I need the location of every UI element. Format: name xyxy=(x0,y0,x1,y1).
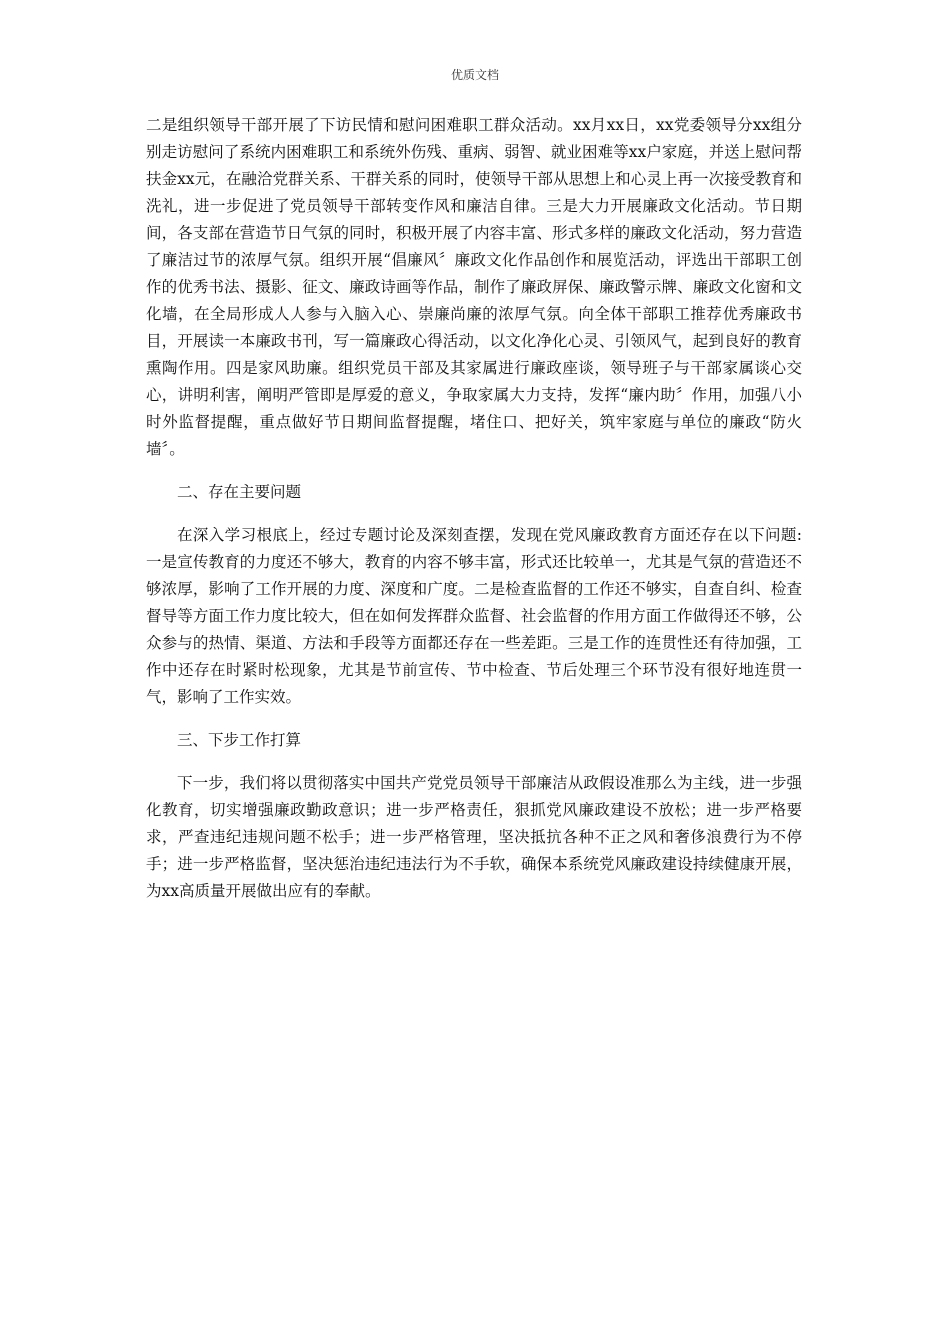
page-header: 优质文档 xyxy=(450,68,499,82)
document-body xyxy=(146,112,802,905)
paragraph-2: 在深入学习根底上，经过专题讨论及深刻查摆，发现在党风廉政教育方面还存在以下问题:一是宣传教育的力度还不够大，教育的内容不够丰富，形式还比较单一，尤其是气氛的营造还不够浓厚，影响了工作开展的力度、深度和广度。二是检查监督的工作还不够实，自查自纠、检查督导等方面工作力度比较大，但在如何发挥群众监督、社会监督的作用方面工作做得还不够，公众参与的热情、渠道、方法和手段等方面都还存在一些差距。三是工作的连贯性还有待加强，工作中还存在时紧时松现象，尤其是节前宣传、节中检查、节后处理三个环节没有很好地连贯一气，影响了工作实效。 xyxy=(146,526,802,706)
section-heading-next-steps: 三、下步工作打算 xyxy=(177,731,302,749)
paragraph-1: 二是组织领导干部开展了下访民情和慰问困难职工群众活动。xx月xx日，xx党委领导分xx组分别走访慰问了系统内困难职工和系统外伤残、重病、弱智、就业困难等xx户家庭，并送上慰问帮扶金xx元，在融洽党群关系、干群关系的同时，使领导干部从思想上和心灵上再一次接受教育和洗礼，进一步促进了党员领导干部转变作风和廉洁自律。三是大力开展廉政文化活动。节日期间，各支部在营造节日气氛的同时，积极开展了内容丰富、形式多样的廉政文化活动，努力营造了廉洁过节的浓厚气氛。组织开展“倡廉风〞廉政文化作品创作和展览活动，评选出干部职工创作的优秀书法、摄影、征文、廉政诗画等作品，制作了廉政屏保、廉政警示牌、廉政文化窗和文化墙，在全局形成人人参与入脑入心、崇廉尚廉的浓厚气氛。向全体干部职工推荐优秀廉政书目，开展读一本廉政书刊，写一篇廉政心得活动，以文化净化心灵、引领风气，起到良好的教育熏陶作用。四是家风助廉。组织党员干部及其家属进行廉政座谈，领导班子与干部家属谈心交心，讲明利害，阐明严管即是厚爱的意义，争取家属大力支持，发挥“廉内助〞作用，加强八小时外监督提醒，重点做好节日期间监督提醒，堵住口、把好关，筑牢家庭与单位的廉政“防火墙〞。 xyxy=(146,116,802,458)
paragraph-3: 下一步，我们将以贯彻落实中国共产党党员领导干部廉洁从政假设准那么为主线，进一步强化教育，切实增强廉政勤政意识；进一步严格责任，狠抓党风廉政建设不放松；进一步严格要求，严查违纪违规问题不松手；进一步严格管理，坚决抵抗各种不正之风和奢侈浪费行为不停手；进一步严格监督，坚决惩治违纪违法行为不手软，确保本系统党风廉政建设持续健康开展，为xx高质量开展做出应有的奉献。 xyxy=(146,774,802,900)
section-heading-problems: 二、存在主要问题 xyxy=(177,483,302,501)
